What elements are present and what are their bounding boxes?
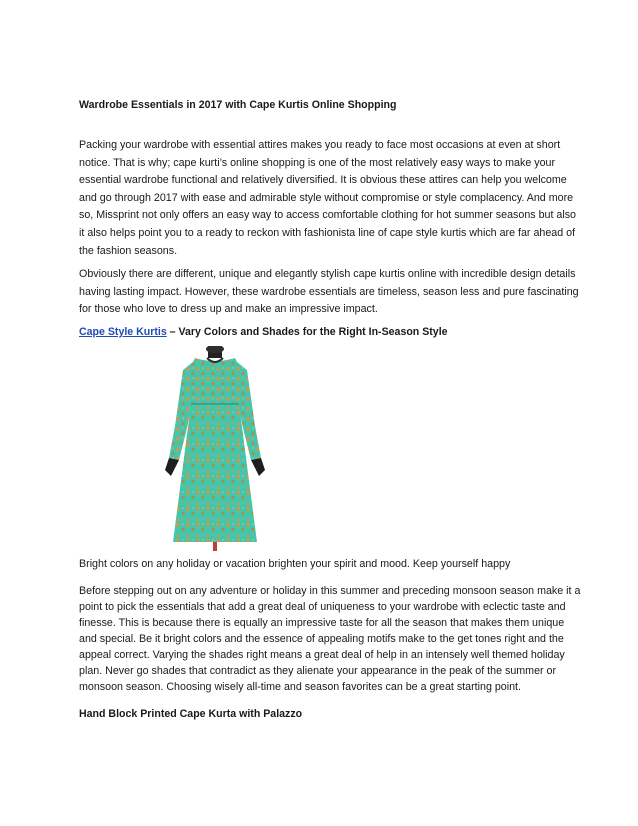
kurta-product-image [135, 346, 295, 551]
sub-heading: Hand Block Printed Cape Kurta with Palazzo [79, 707, 303, 720]
document-title: Wardrobe Essentials in 2017 with Cape Kurtis Online Shopping [79, 99, 397, 111]
intro-paragraph: Packing your wardrobe with essential attires makes you ready to face most occasions at even at short notice. That is why; cape kurti’s online shopping is one of the most relatively easy ways to make your essential wardrobe functional and relatively diversified. It is obvious these attires can help you welcome and go through 2017 with ease and admirable style without compromise or style complacency. And more so, Missprint not only offers an easy way to access comfortable clothing for hot summer seasons but also it also helps point you to a ready to reckon with fashionista line of cape style kurtis which are far ahead of the fashion seasons. [79, 139, 577, 257]
cape-style-kurtis-link[interactable]: Cape Style Kurtis [79, 325, 167, 338]
section-heading-text: – Vary Colors and Shades for the Right In-Season Style [166, 325, 448, 338]
image-caption: Bright colors on any holiday or vacation brighten your spirit and mood. Keep yourself happy [79, 557, 511, 570]
second-paragraph: Obviously there are different, unique and elegantly stylish cape kurtis online with incredible design details having lasting impact. However, these wardrobe essentials are timeless, season less and pure fascinating for those who love to dress up and make an impressive impact. [79, 268, 579, 316]
kurta-illustration [135, 346, 295, 551]
section-heading [79, 325, 582, 339]
third-paragraph: Before stepping out on any adventure or holiday in this summer and preceding monsoon season make it a point to pick the essentials that add a great deal of uniqueness to your wardrobe with eclectic taste and finesse. This is because there is equally an impressive taste for all the season that makes them unique and special. Be it bright colors and the essence of appealing motifs make to the get tones right and the appeal correct. Varying the shades right means a great deal of help in an intensely well themed holiday plan. Never go shades that contradict as they alienate your appearance in the peak of the summer or monsoon season. Choosing wisely all-time and season favorites can be a great starting point. [79, 584, 581, 693]
